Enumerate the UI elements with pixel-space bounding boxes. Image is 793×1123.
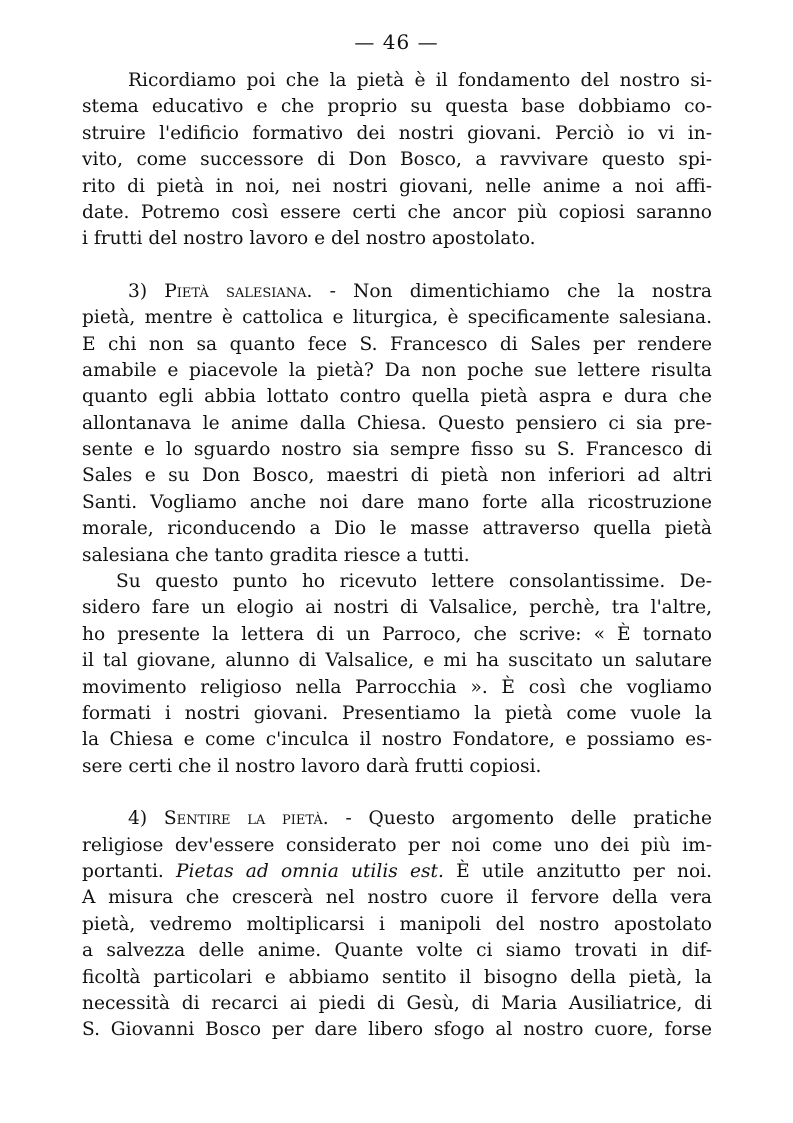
text-line: ficoltà particolari e abbiamo sentito il bisogno della pietà, la	[82, 966, 712, 988]
section-number: 4)	[128, 808, 164, 830]
text-line: la Chiesa e come c'inculca il nostro Fondatore, e possiamo es-	[82, 729, 712, 751]
text-line: ho presente la lettera di un Parroco, che scrive: « È tornato	[82, 623, 712, 645]
paragraph	[82, 806, 712, 1044]
text-line: movimento religioso nella Parrocchia ». È così che vogliamo	[82, 676, 712, 698]
text-line: E chi non sa quanto fece S. Francesco di Sales per rendere	[82, 333, 712, 355]
text-line: morale, riconducendo a Dio le masse attraverso quella pietà	[82, 518, 712, 540]
text-run: È utile anzitutto per noi.	[443, 860, 713, 882]
paragraph	[82, 569, 712, 780]
text-line	[82, 806, 712, 832]
text-line: A misura che crescerà nel nostro cuore il fervore della vera	[82, 887, 712, 909]
text-line: rito di pietà in noi, nei nostri giovani, nelle anime a noi affi-	[82, 175, 712, 197]
text-line: vito, come successore di Don Bosco, a ravvivare questo spi-	[82, 149, 712, 171]
text-line: formati i nostri giovani. Presentiamo la pietà come vuole la	[82, 702, 712, 724]
text-line: i frutti del nostro lavoro e del nostro apostolato.	[82, 228, 536, 250]
text-line: allontanava le anime dalla Chiesa. Questo pensiero ci sia pre-	[82, 412, 712, 434]
text-line: quanto egli abbia lottato contro quella pietà aspra e dura che	[82, 386, 712, 408]
text-run: - Questo argomento delle pratiche	[328, 808, 712, 830]
text-line: pietà, mentre è cattolica e liturgica, è specificamente salesiana.	[82, 307, 712, 329]
text-line: necessità di recarci ai piedi di Gesù, di Maria Ausiliatrice, di	[82, 992, 712, 1014]
text-line: Sales e su Don Bosco, maestri di pietà non inferiori ad altri	[82, 465, 712, 487]
text-line: S. Giovanni Bosco per dare libero sfogo al nostro cuore, forse	[82, 1019, 712, 1041]
body-text	[82, 68, 712, 1044]
paragraph	[82, 68, 712, 253]
text-run: - Non dimentichiamo che la nostra	[312, 280, 712, 302]
text-line: il tal giovane, alunno di Valsalice, e mi ha suscitato un salutare	[82, 650, 712, 672]
paragraph	[82, 279, 712, 569]
text-line: sente e lo sguardo nostro sia sempre fisso su S. Francesco di	[82, 439, 712, 461]
text-line	[82, 279, 712, 305]
text-line: struire l'edificio formativo dei nostri giovani. Perciò io vi in-	[82, 122, 712, 144]
text-line: Ricordiamo poi che la pietà è il fondamento del nostro si-	[128, 70, 712, 91]
text-run: portanti.	[82, 860, 177, 882]
latin-quote: Pietas ad omnia utilis est.	[176, 860, 444, 882]
section-number: 3)	[128, 280, 165, 302]
text-line: Santi. Vogliamo anche noi dare mano forte alla ricostruzione	[82, 491, 712, 513]
text-line: pietà, vedremo moltiplicarsi i manipoli del nostro apostolato	[82, 913, 712, 935]
text-line: sidero fare un elogio ai nostri di Valsalice, perchè, tra l'altre,	[82, 597, 712, 619]
text-line: Su questo punto ho ricevuto lettere consolantissime. De-	[116, 571, 712, 593]
text-line: religiose dev'essere considerato per noi come uno dei più im-	[82, 834, 712, 856]
text-line: stema educativo e che proprio su questa base dobbiamo co-	[82, 96, 712, 118]
text-line: salesiana che tanto gradita riesce a tutti.	[82, 544, 470, 566]
text-line: sere certi che il nostro lavoro darà frutti copiosi.	[82, 755, 542, 777]
text-line: amabile e piacevole la pietà? Da non poche sue lettere risulta	[82, 359, 712, 381]
text-line: a salvezza delle anime. Quante volte ci siamo trovati in dif-	[82, 940, 712, 962]
text-line: date. Potremo così essere certi che ancor più copiosi saranno	[82, 201, 712, 223]
page-number: — 46 —	[354, 30, 439, 54]
text-line	[82, 859, 712, 885]
section-heading: Pietà salesiana.	[164, 280, 313, 302]
section-heading: Sentire la pietà.	[163, 808, 329, 830]
